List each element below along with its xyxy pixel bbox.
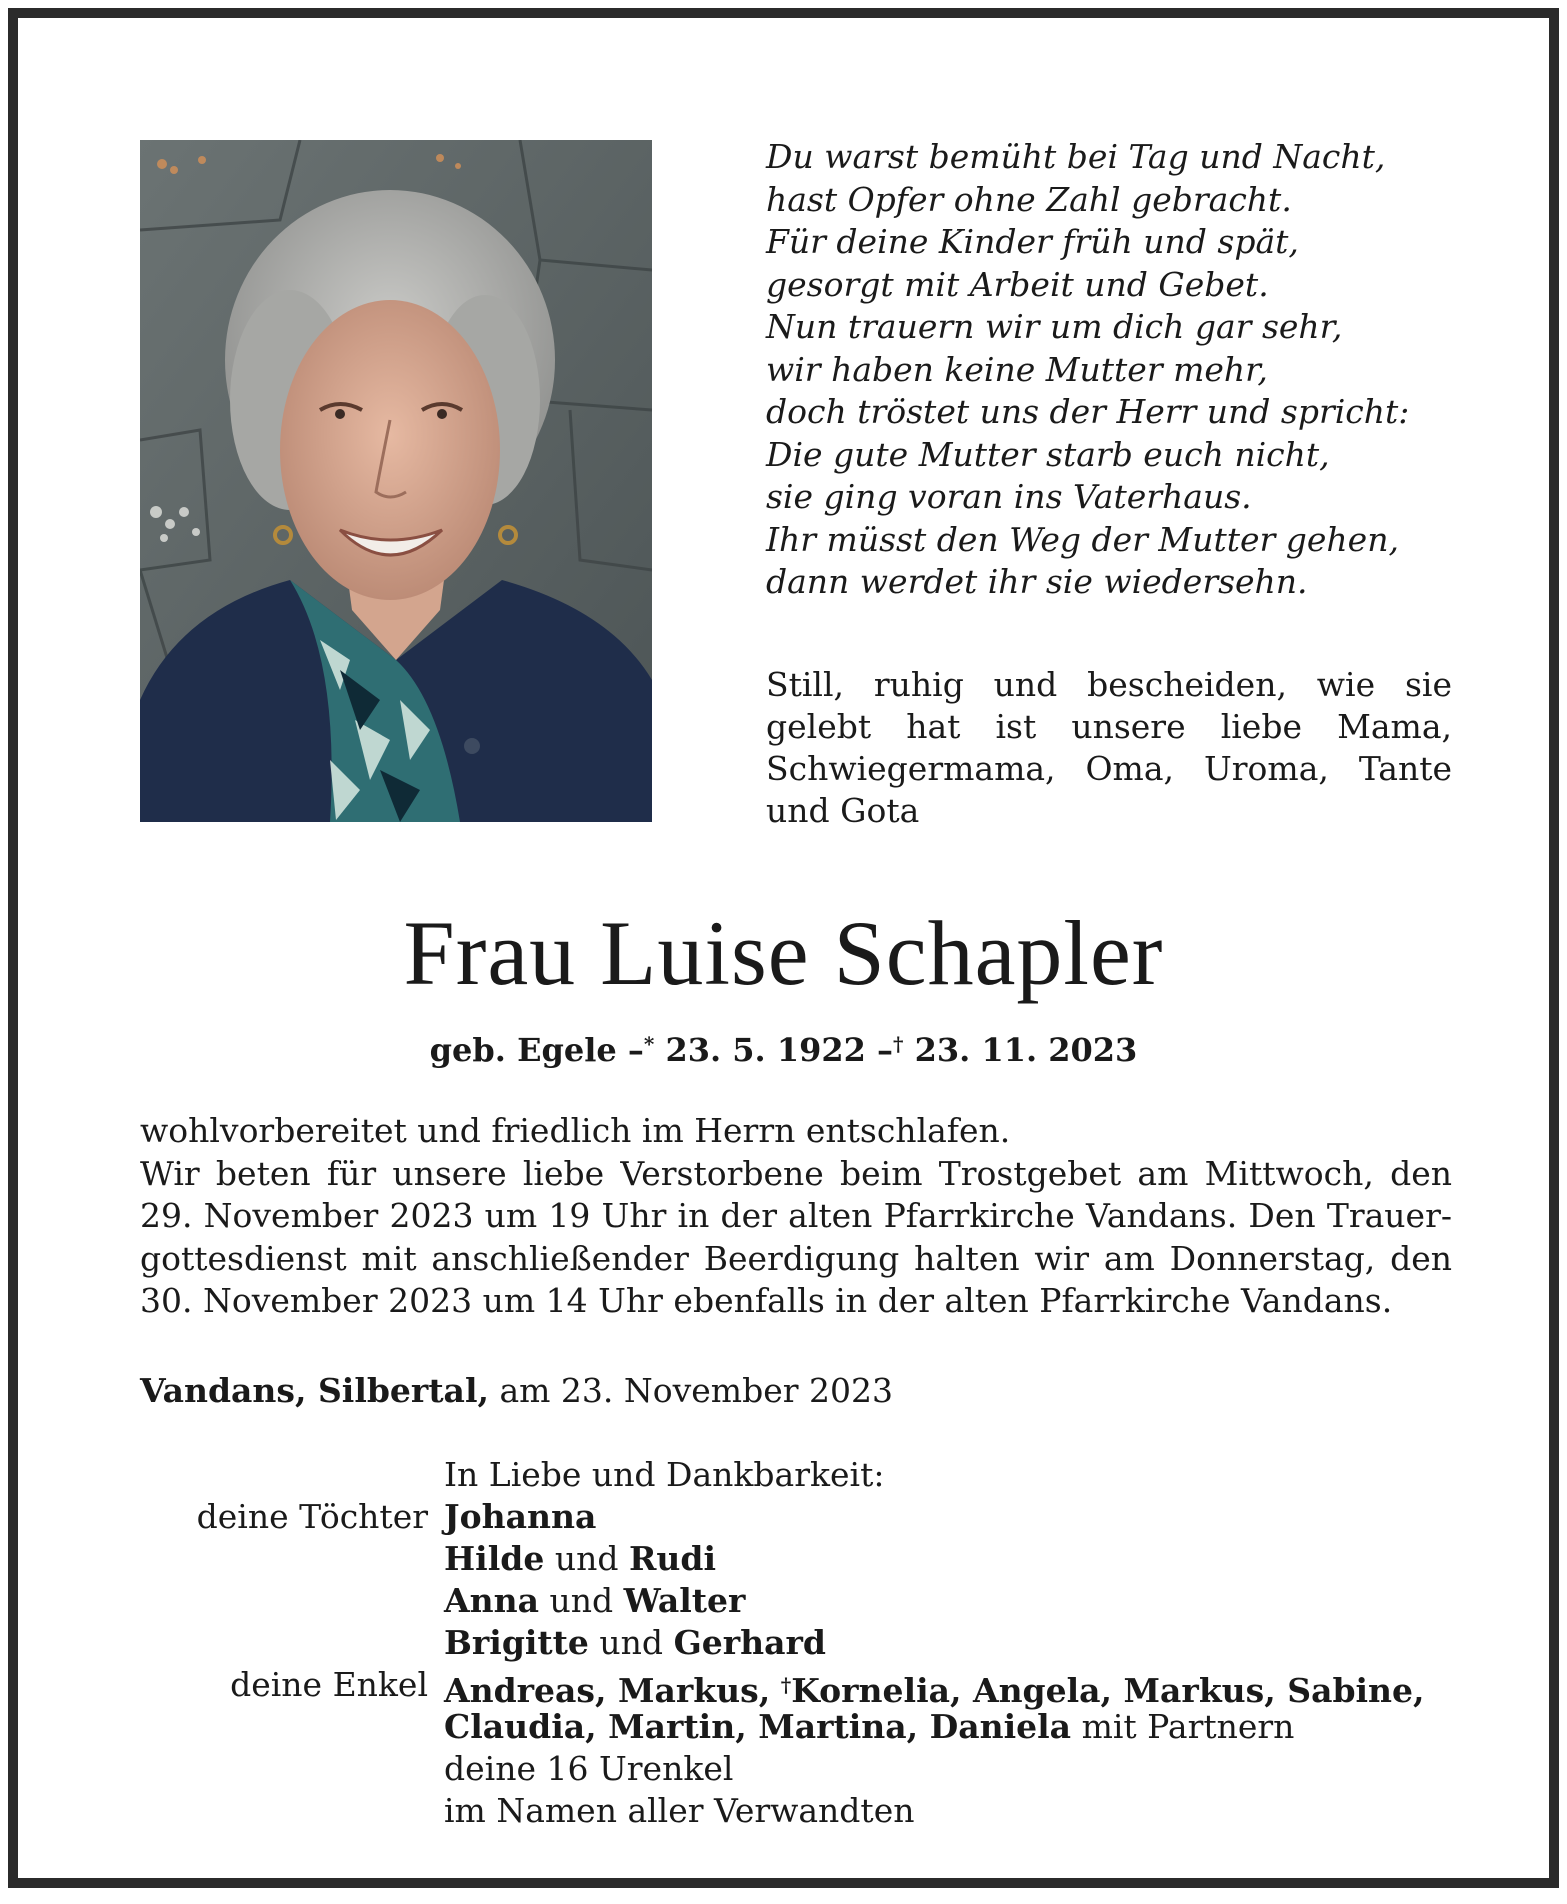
partner-name: Rudi [628, 1539, 716, 1578]
relatives: im Namen aller Verwandten [444, 1791, 915, 1830]
daughter-entry [444, 1496, 596, 1538]
dash: – [627, 1031, 644, 1069]
great-grandchildren: deine 16 Urenkel [444, 1749, 734, 1788]
poem-line: doch tröstet uns der Herr und spricht: [766, 392, 1410, 431]
funeral-details [140, 1110, 1452, 1323]
portrait-image [140, 140, 652, 822]
poem-line: Nun trauern wir um dich gar sehr, [766, 307, 1343, 346]
daughters-label: deine Töchter [196, 1497, 428, 1536]
death-date: 23. 11. 2023 [914, 1031, 1138, 1069]
grandchildren-label: deine Enkel [230, 1665, 428, 1704]
partner-name: Gerhard [673, 1623, 826, 1662]
joiner: und [599, 1623, 664, 1662]
body-line: wohlvorbereitet und friedlich im Herrn entschlafen. [140, 1111, 1011, 1150]
life-dates [18, 1024, 1549, 1070]
birth-symbol: * [643, 1032, 655, 1056]
signatures-intro: In Liebe und Dankbarkeit: [444, 1455, 885, 1494]
dash: – [877, 1031, 894, 1069]
daughter-name: Hilde [444, 1539, 545, 1578]
daughter-name: Johanna [444, 1497, 597, 1536]
poem [766, 136, 1466, 604]
poem-line: wir haben keine Mutter mehr, [766, 349, 1268, 389]
body-line: gottesdienst mit anschließender Beerdigung halten wir am Donnerstag, den [140, 1238, 1452, 1278]
place-date-text: am 23. November 2023 [499, 1371, 894, 1410]
death-symbol: † [893, 1032, 904, 1056]
daughter-name: Anna [444, 1581, 539, 1620]
birth-date: 23. 5. 1922 [665, 1031, 866, 1069]
intro-text: Still, ruhig und bescheiden, wie sie gelebt hat ist unsere liebe Mama, Schwiegermama, Oma, Uroma, Tante und Gota [766, 665, 1452, 830]
partner-name: Walter [623, 1581, 746, 1620]
poem-line: Für deine Kinder früh und spät, [766, 222, 1299, 261]
daughter-entry [444, 1580, 745, 1622]
grandchildren-line [444, 1706, 1294, 1748]
joiner: und [549, 1581, 614, 1620]
poem-line: Die gute Mutter starb euch nicht, [766, 434, 1330, 474]
poem-line: Ihr müsst den Weg der Mutter gehen, [766, 519, 1399, 559]
grandchildren-names: Claudia, Martin, Martina, Daniela [444, 1707, 1072, 1746]
grandchildren-names: Andreas, Markus, [444, 1671, 771, 1710]
daughter-name: Brigitte [444, 1623, 589, 1662]
deceased-name: Frau Luise Schapler [403, 902, 1164, 1004]
poem-line: hast Opfer ohne Zahl gebracht. [766, 179, 1292, 219]
poem-line: Du warst bemüht bei Tag und Nacht, [766, 137, 1386, 176]
body-line: 29. November 2023 um 19 Uhr in der alten Pfarrkirche Vandans. Den Trauer- [140, 1196, 1452, 1235]
joiner: und [554, 1539, 619, 1578]
grandchildren-line [444, 1664, 1425, 1712]
place-location: Vandans, Silbertal, [140, 1371, 489, 1410]
portrait-photo [140, 140, 652, 822]
place-date [140, 1370, 893, 1412]
cross-symbol: † [780, 1673, 792, 1697]
daughter-entry [444, 1622, 826, 1664]
obituary-notice [8, 8, 1559, 1888]
body-line: Wir beten für unsere liebe Verstorbene beim Trostgebet am Mittwoch, den [140, 1153, 1452, 1193]
poem-line: dann werdet ihr sie wiedersehn. [766, 562, 1308, 601]
poem-line: gesorgt mit Arbeit und Gebet. [766, 264, 1269, 304]
grandchildren-names: Kornelia, Angela, Markus, Sabine, [791, 1671, 1425, 1710]
daughter-entry [444, 1538, 716, 1580]
birth-name: geb. Egele [429, 1031, 617, 1069]
body-line: 30. November 2023 um 14 Uhr ebenfalls in der alten Pfarrkirche Vandans. [140, 1281, 1393, 1320]
poem-line: sie ging voran ins Vaterhaus. [766, 477, 1252, 516]
partners-suffix: mit Partnern [1081, 1707, 1295, 1746]
